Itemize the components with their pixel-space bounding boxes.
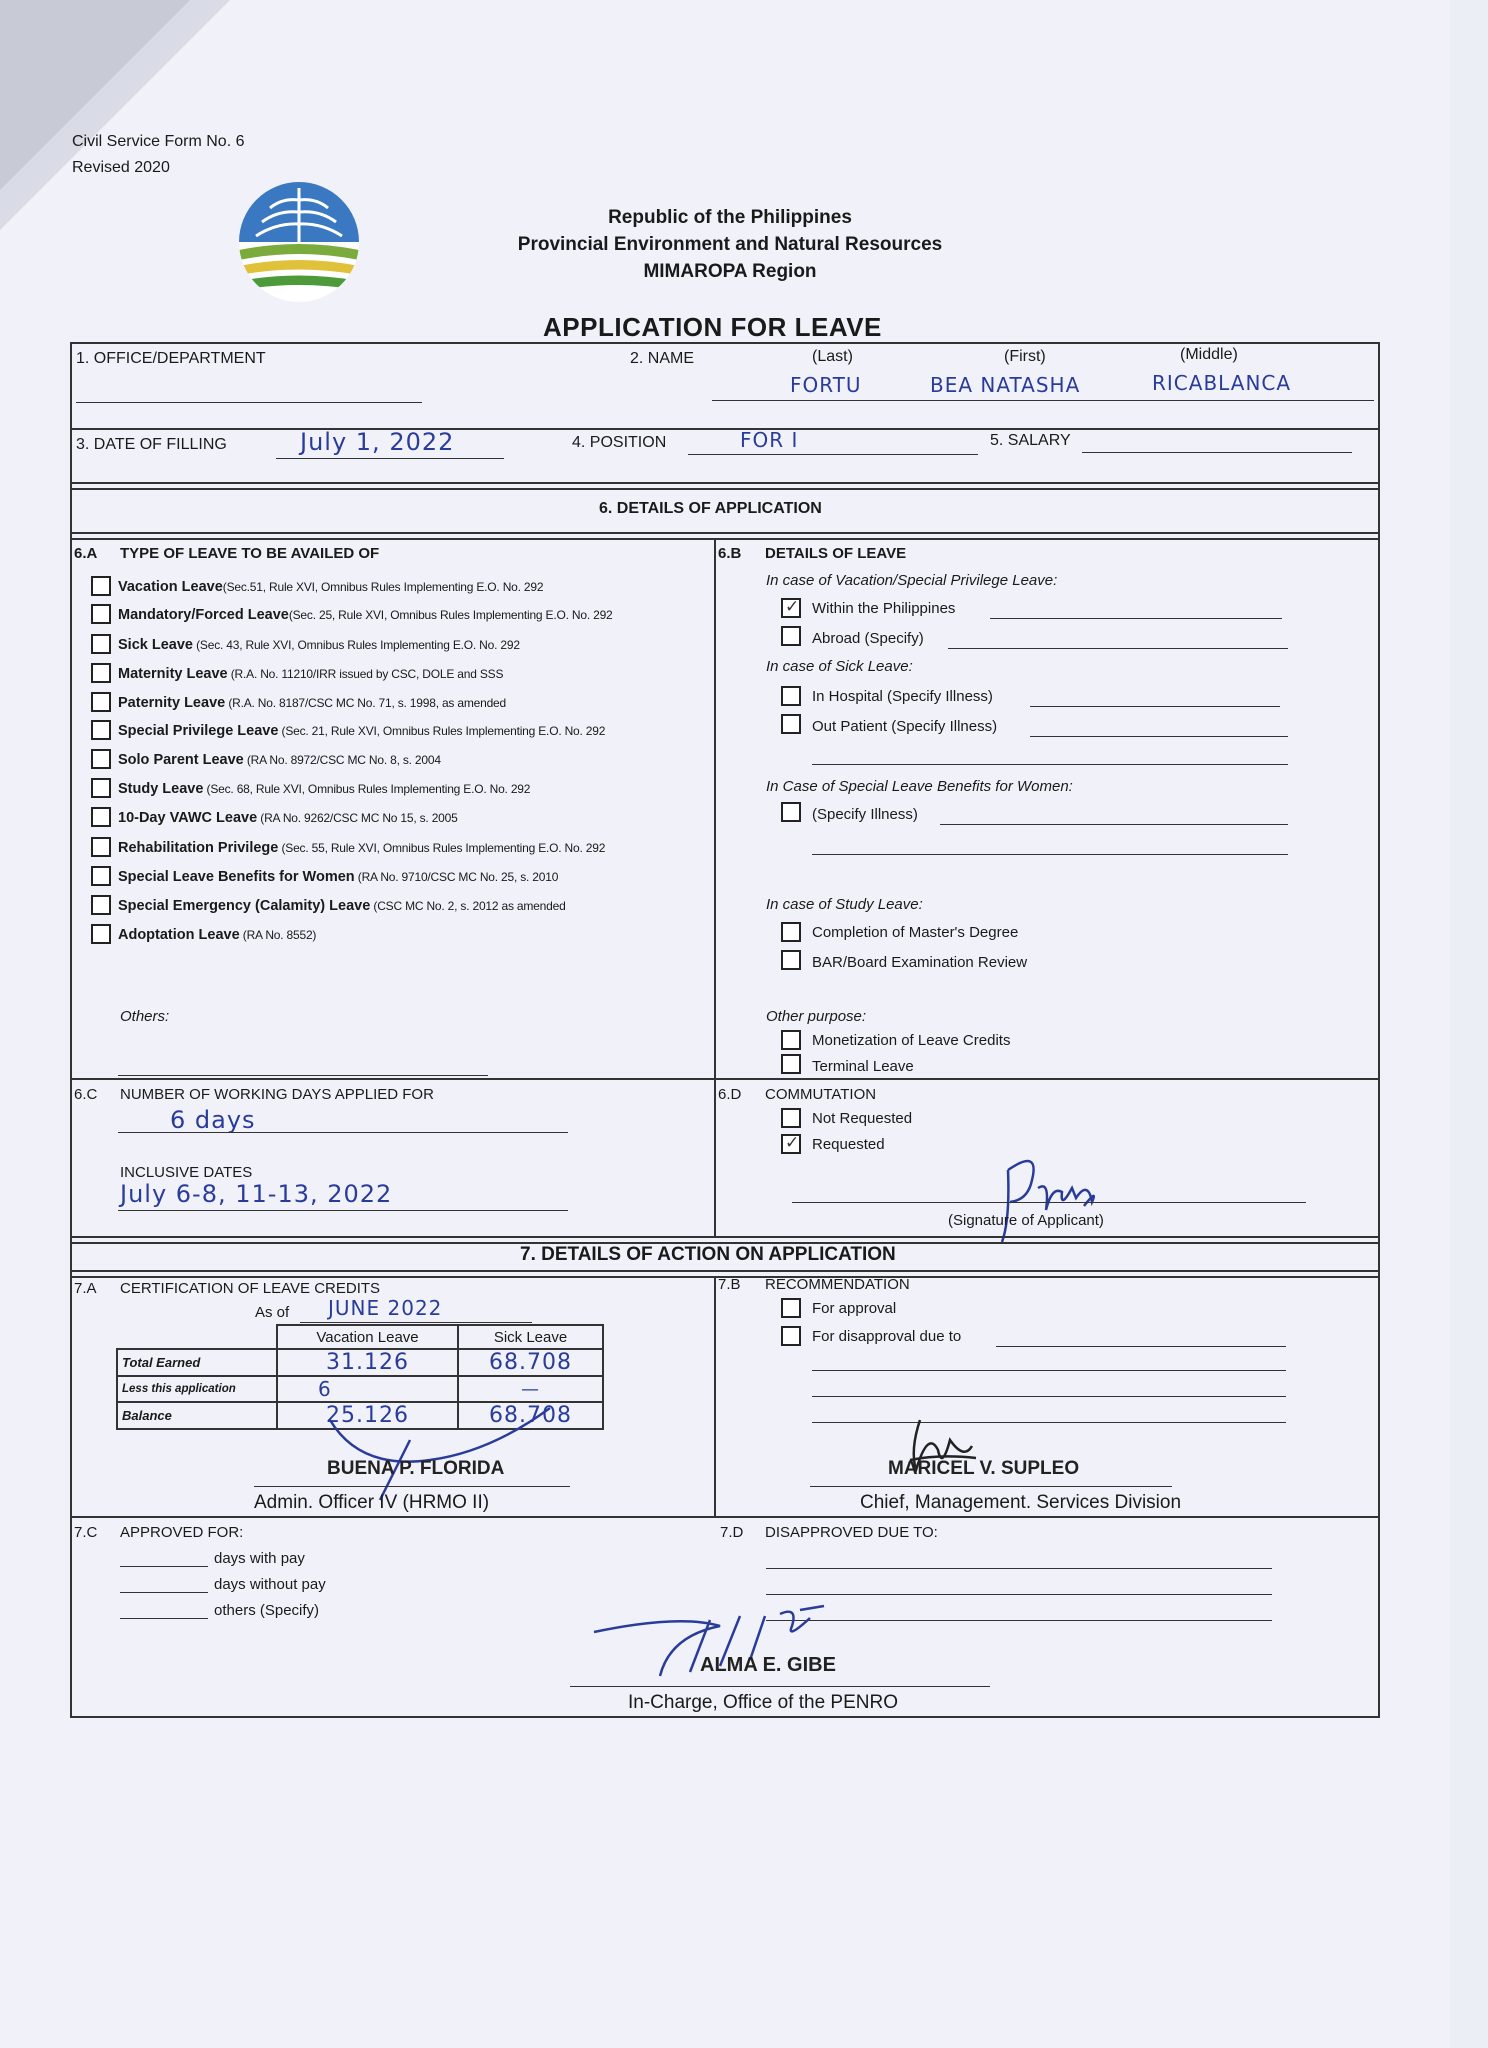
less-application-sick[interactable]: —	[458, 1376, 603, 1402]
women-details-heading: In Case of Special Leave Benefits for Women:	[766, 778, 1073, 795]
divider	[70, 538, 1378, 540]
for-approval-label: For approval	[812, 1300, 897, 1317]
total-earned-vacation[interactable]: 31.126	[277, 1349, 458, 1376]
leave-type-item	[118, 722, 605, 739]
monetization-label: Monetization of Leave Credits	[812, 1032, 1011, 1049]
leave-type-checkbox[interactable]	[91, 924, 111, 944]
first-name-value[interactable]: BEA NATASHA	[930, 373, 1081, 397]
leave-type-item	[118, 578, 543, 595]
leave-type-reference: (RA No. 8552)	[239, 928, 317, 942]
women-illness-label: (Specify Illness)	[812, 806, 918, 823]
leave-type-checkbox[interactable]	[91, 866, 111, 886]
leave-type-checkbox[interactable]	[91, 692, 111, 712]
not-requested-label: Not Requested	[812, 1110, 913, 1127]
section6-title: 6. DETAILS OF APPLICATION	[599, 500, 822, 517]
form-title: APPLICATION FOR LEAVE	[543, 312, 882, 342]
working-days-line	[118, 1132, 568, 1133]
leave-type-reference: (RA No. 9710/CSC MC No. 25, s. 2010	[354, 870, 559, 884]
in-hospital-field[interactable]	[1030, 706, 1280, 707]
disapproval-reason-line	[812, 1370, 1286, 1371]
out-patient-field[interactable]	[1030, 736, 1288, 737]
section-7a-number: 7.A	[74, 1280, 97, 1297]
leave-type-item	[118, 926, 316, 943]
date-filing-label: 3. DATE OF FILLING	[76, 436, 227, 453]
leave-type-name: Mandatory/Forced Leave	[118, 607, 289, 623]
form-revision: Revised 2020	[72, 159, 170, 176]
leave-type-reference: (Sec. 43, Rule XVI, Omnibus Rules Implementing E.O. No. 292	[192, 638, 520, 652]
recommender-title: Chief, Management. Services Division	[860, 1492, 1182, 1513]
leave-type-checkbox[interactable]	[91, 604, 111, 624]
in-hospital-label: In Hospital (Specify Illness)	[812, 688, 993, 705]
requested-label: Requested	[812, 1136, 885, 1153]
less-application-vacation[interactable]: 6	[277, 1376, 458, 1402]
other-purpose-heading: Other purpose:	[766, 1008, 867, 1025]
date-filing-line	[276, 458, 504, 459]
leave-type-checkbox[interactable]	[91, 749, 111, 769]
women-illness-checkbox[interactable]	[781, 802, 801, 822]
leave-type-name: Paternity Leave	[118, 695, 226, 711]
women-illness-field[interactable]	[940, 824, 1288, 825]
vacation-leave-header: Vacation Leave	[277, 1325, 458, 1349]
name-label: 2. NAME	[630, 350, 695, 367]
disapproved-reason-field[interactable]	[766, 1568, 1272, 1569]
form-number: Civil Service Form No. 6	[72, 133, 245, 150]
leave-type-checkbox[interactable]	[91, 807, 111, 827]
header-republic: Republic of the Philippines	[608, 207, 852, 228]
recommender-signature-line	[810, 1486, 1172, 1487]
certifier-name: BUENA P. FLORIDA	[327, 1458, 505, 1479]
leave-type-item	[118, 694, 506, 711]
leave-type-item	[118, 636, 520, 653]
days-without-pay-field[interactable]	[120, 1592, 208, 1593]
leave-type-name: Solo Parent Leave	[118, 752, 244, 768]
approver-title: In-Charge, Office of the PENRO	[628, 1692, 898, 1713]
bar-review-checkbox[interactable]	[781, 950, 801, 970]
masters-checkbox[interactable]	[781, 922, 801, 942]
days-with-pay-field[interactable]	[120, 1566, 208, 1567]
leave-type-checkbox[interactable]	[91, 837, 111, 857]
monetization-checkbox[interactable]	[781, 1030, 801, 1050]
days-without-pay-label: days without pay	[214, 1576, 326, 1593]
requested-checkbox[interactable]	[781, 1134, 801, 1154]
leave-type-reference: (R.A. No. 11210/IRR issued by CSC, DOLE and SSS	[227, 667, 504, 681]
within-philippines-checkbox[interactable]	[781, 598, 801, 618]
others-specify-label: others (Specify)	[214, 1602, 320, 1619]
section-7c-number: 7.C	[74, 1524, 98, 1541]
header-region: MIMAROPA Region	[643, 261, 817, 282]
leave-type-name: Special Emergency (Calamity) Leave	[118, 898, 371, 914]
table-corner	[117, 1325, 277, 1349]
approver-name: ALMA E. GIBE	[700, 1654, 836, 1676]
row-label-total-earned: Total Earned	[117, 1349, 277, 1376]
days-with-pay-label: days with pay	[214, 1550, 305, 1567]
column-divider	[714, 538, 716, 1236]
sick-leave-header: Sick Leave	[458, 1325, 603, 1349]
leave-type-name: Vacation Leave	[118, 579, 223, 595]
certifier-signature-line	[254, 1486, 570, 1487]
row-label-balance: Balance	[117, 1402, 277, 1429]
leave-type-item	[118, 751, 441, 768]
abroad-checkbox[interactable]	[781, 626, 801, 646]
divider	[70, 428, 1378, 430]
column-divider	[714, 1276, 716, 1516]
table-row	[117, 1376, 603, 1402]
leave-type-checkbox[interactable]	[91, 663, 111, 683]
divider	[70, 1078, 1378, 1080]
terminal-leave-label: Terminal Leave	[812, 1058, 914, 1075]
section-6a-title: TYPE OF LEAVE TO BE AVAILED OF	[120, 545, 380, 562]
disapproval-reason-line	[812, 1396, 1286, 1397]
terminal-leave-checkbox[interactable]	[781, 1054, 801, 1074]
disapproval-reason-field[interactable]	[996, 1346, 1286, 1347]
out-patient-label: Out Patient (Specify Illness)	[812, 718, 998, 735]
leave-type-checkbox[interactable]	[91, 720, 111, 740]
section-6b-number: 6.B	[718, 545, 742, 562]
leave-type-name: Special Leave Benefits for Women	[118, 869, 355, 885]
for-approval-checkbox[interactable]	[781, 1298, 801, 1318]
sick-details-heading: In case of Sick Leave:	[766, 658, 913, 675]
section-6a-number: 6.A	[74, 545, 98, 562]
divider	[70, 482, 1378, 484]
section-6b-title: DETAILS OF LEAVE	[765, 545, 907, 562]
leave-type-reference: (Sec. 21, Rule XVI, Omnibus Rules Implementing E.O. No. 292	[278, 724, 606, 738]
section-7b-number: 7.B	[718, 1276, 741, 1293]
leave-type-name: 10-Day VAWC Leave	[118, 810, 258, 826]
within-philippines-field[interactable]	[990, 618, 1282, 619]
section-7a-title: CERTIFICATION OF LEAVE CREDITS	[120, 1280, 381, 1297]
position-line	[688, 454, 978, 455]
last-name-value[interactable]: FORTU	[790, 373, 862, 397]
divider	[70, 1236, 1378, 1238]
section-6c-number: 6.C	[74, 1086, 98, 1103]
section-7d-number: 7.D	[720, 1524, 744, 1541]
for-disapproval-checkbox[interactable]	[781, 1326, 801, 1346]
leave-type-reference: (CSC MC No. 2, s. 2012 as amended	[370, 899, 566, 913]
first-name-label: (First)	[1004, 348, 1046, 365]
leave-type-name: Sick Leave	[118, 637, 193, 653]
leave-type-reference: (RA No. 8972/CSC MC No. 8, s. 2004	[243, 753, 441, 767]
inclusive-dates-label: INCLUSIVE DATES	[120, 1164, 253, 1181]
leave-type-reference: (Sec. 25, Rule XVI, Omnibus Rules Implementing E.O. No. 292	[288, 608, 613, 622]
salary-label: 5. SALARY	[990, 432, 1071, 449]
leave-type-reference: (Sec.51, Rule XVI, Omnibus Rules Implementing E.O. No. 292	[222, 580, 544, 594]
section-6d-title: COMMUTATION	[765, 1086, 877, 1103]
others-specify-field[interactable]	[120, 1618, 208, 1619]
last-name-label: (Last)	[812, 348, 853, 365]
leave-type-item	[118, 839, 605, 856]
leave-type-name: Special Privilege Leave	[118, 723, 279, 739]
leave-type-checkbox[interactable]	[91, 778, 111, 798]
leave-type-reference: (Sec. 55, Rule XVI, Omnibus Rules Implementing E.O. No. 292	[278, 841, 606, 855]
balance-sick[interactable]: 68.708	[458, 1402, 603, 1429]
certifier-title: Admin. Officer IV (HRMO II)	[254, 1492, 490, 1513]
not-requested-checkbox[interactable]	[781, 1108, 801, 1128]
disapproved-reason-line	[766, 1594, 1272, 1595]
leave-type-item	[118, 868, 558, 885]
women-extra-line	[812, 854, 1288, 855]
section-6d-number: 6.D	[718, 1086, 742, 1103]
bar-review-label: BAR/Board Examination Review	[812, 954, 1028, 971]
vacation-details-heading: In case of Vacation/Special Privilege Leave:	[766, 572, 1058, 589]
leave-type-checkbox[interactable]	[91, 634, 111, 654]
masters-label: Completion of Master's Degree	[812, 924, 1019, 941]
applicant-signature-line	[792, 1202, 1306, 1203]
abroad-field[interactable]	[948, 648, 1288, 649]
working-days-value[interactable]: 6 days	[170, 1106, 256, 1134]
leave-type-item	[118, 606, 613, 623]
section-7c-title: APPROVED FOR:	[120, 1524, 244, 1541]
leave-type-reference: (R.A. No. 8187/CSC MC No. 71, s. 1998, as amended	[225, 696, 507, 710]
middle-name-value[interactable]: RICABLANCA	[1152, 371, 1292, 395]
position-value[interactable]: FOR I	[740, 428, 799, 452]
approver-signature-line	[570, 1686, 990, 1687]
section7-title: 7. DETAILS OF ACTION ON APPLICATION	[520, 1244, 896, 1265]
as-of-line	[300, 1322, 532, 1323]
section-7b-title: RECOMMENDATION	[765, 1276, 910, 1293]
recommender-name: MARICEL V. SUPLEO	[888, 1458, 1080, 1479]
study-details-heading: In case of Study Leave:	[766, 896, 923, 913]
sick-extra-line	[812, 764, 1288, 765]
abroad-label: Abroad (Specify)	[812, 630, 924, 647]
balance-vacation[interactable]: 25.126	[277, 1402, 458, 1429]
within-philippines-label: Within the Philippines	[812, 600, 956, 617]
leave-type-checkbox[interactable]	[91, 895, 111, 915]
leave-type-name: Adoptation Leave	[118, 927, 240, 943]
total-earned-sick[interactable]: 68.708	[458, 1349, 603, 1376]
leave-type-name: Rehabilitation Privilege	[118, 840, 279, 856]
leave-type-name: Study Leave	[118, 781, 204, 797]
leave-type-reference: (Sec. 68, Rule XVI, Omnibus Rules Implementing E.O. No. 292	[203, 782, 531, 796]
divider	[70, 532, 1378, 534]
others-field[interactable]	[118, 1075, 488, 1076]
office-field[interactable]	[76, 402, 422, 403]
signature-label: (Signature of Applicant)	[948, 1212, 1104, 1229]
inclusive-dates-value[interactable]: July 6-8, 11-13, 2022	[120, 1180, 393, 1208]
divider	[70, 488, 1378, 490]
divider	[70, 1516, 1378, 1518]
leave-type-checkbox[interactable]	[91, 576, 111, 596]
section-6c-title: NUMBER OF WORKING DAYS APPLIED FOR	[120, 1086, 434, 1103]
as-of-value[interactable]: JUNE 2022	[328, 1296, 443, 1320]
table-header-row	[117, 1325, 603, 1349]
divider	[70, 1270, 1378, 1272]
inclusive-dates-line	[118, 1210, 568, 1211]
out-patient-checkbox[interactable]	[781, 714, 801, 734]
in-hospital-checkbox[interactable]	[781, 686, 801, 706]
header-agency: Provincial Environment and Natural Resources	[517, 234, 943, 255]
denr-logo-icon	[234, 180, 364, 305]
disapproved-reason-line	[766, 1620, 1272, 1621]
salary-field[interactable]	[1082, 452, 1352, 453]
table-row	[117, 1349, 603, 1376]
date-filing-value[interactable]: July 1, 2022	[300, 428, 455, 456]
leave-type-item	[118, 809, 458, 826]
leave-type-item	[118, 897, 566, 914]
applicant-signature-icon	[980, 1140, 1110, 1250]
office-label: 1. OFFICE/DEPARTMENT	[76, 350, 266, 367]
leave-type-item	[118, 780, 530, 797]
as-of-label: As of	[255, 1304, 290, 1321]
position-label: 4. POSITION	[572, 434, 667, 451]
name-field-line	[712, 400, 1374, 401]
row-label-less-application: Less this application	[117, 1376, 277, 1402]
for-disapproval-label: For disapproval due to	[812, 1328, 962, 1345]
section-7d-title: DISAPPROVED DUE TO:	[765, 1524, 938, 1541]
middle-name-label: (Middle)	[1180, 346, 1238, 363]
leave-type-reference: (RA No. 9262/CSC MC No 15, s. 2005	[257, 811, 458, 825]
others-label: Others:	[120, 1008, 170, 1025]
leave-type-item	[118, 665, 503, 682]
leave-type-name: Maternity Leave	[118, 666, 228, 682]
